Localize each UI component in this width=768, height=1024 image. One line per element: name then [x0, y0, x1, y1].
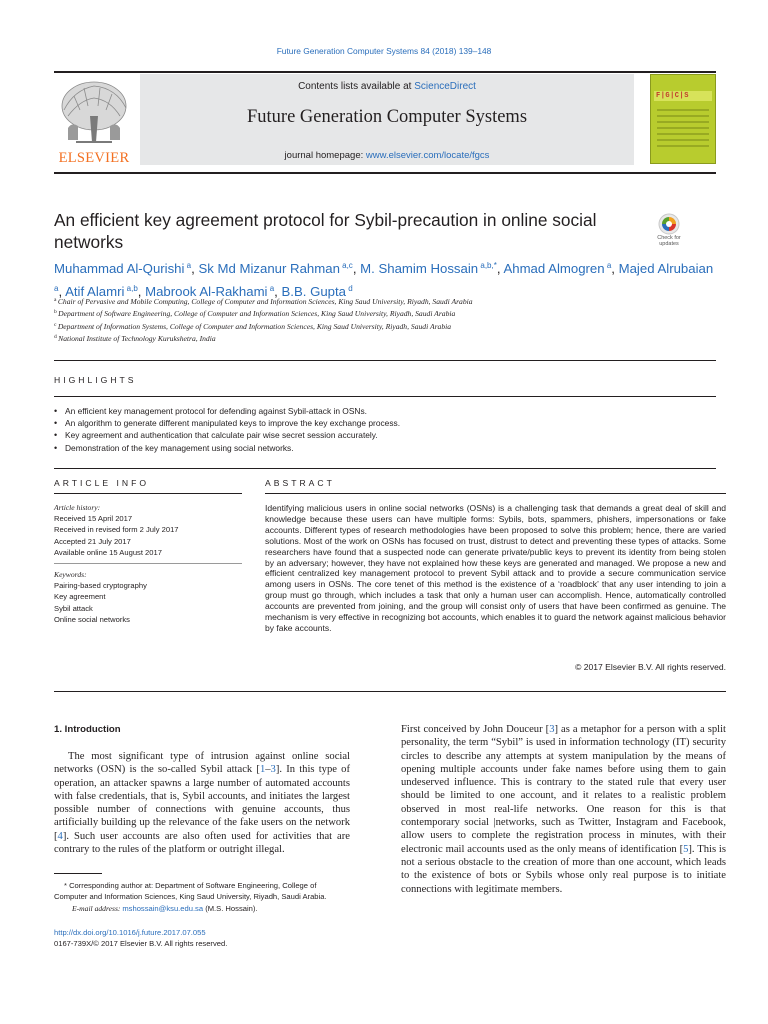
email-label: E-mail address: — [72, 904, 123, 913]
affiliation-item — [54, 295, 716, 307]
history-label: Article history: — [54, 503, 101, 512]
author-separator: , — [191, 261, 199, 276]
article-info-heading: ARTICLE INFO — [54, 478, 150, 488]
abstract-heading: ABSTRACT — [265, 478, 335, 488]
affiliation-list — [54, 295, 716, 344]
highlight-item: • An efficient key management protocol for defending against Sybil-attack in OSNs. — [54, 405, 716, 417]
affiliation-text: Department of Software Engineering, College of Computer and Information Sciences, King Saud University, Riyadh, Saudi Arabia — [58, 309, 456, 319]
author-affiliation-marker[interactable]: a — [604, 261, 612, 270]
author-separator: , — [137, 284, 146, 299]
reference-link[interactable]: 1 — [259, 764, 266, 776]
contents-line — [140, 81, 634, 92]
author-name[interactable]: Muhammad Al-Qurishi — [54, 261, 185, 276]
homepage-prefix: journal homepage: — [284, 150, 366, 161]
paragraph-text: First conceived by John Douceur [ — [401, 724, 550, 735]
affiliation-text: Department of Information Systems, College of Computer and Information Sciences, King Saud University, Riyadh, Saudi Arabia — [57, 321, 452, 331]
affiliation-item — [54, 320, 716, 332]
highlights-heading: HIGHLIGHTS — [54, 375, 137, 385]
contents-prefix: Contents lists available at — [298, 81, 415, 92]
author-affiliation-marker[interactable]: a — [267, 284, 275, 293]
keyword-item: Pairing-based cryptography — [54, 581, 147, 591]
author-name[interactable]: Majed Alrubaian — [618, 261, 714, 276]
reference-link[interactable]: 4 — [57, 830, 63, 842]
affiliation-item — [54, 332, 716, 344]
paragraph-text: The most significant type of intrusion against online social networks (OSN) is the so-called Sybil attack [ — [54, 751, 350, 776]
highlight-item: • Key agreement and authentication that calculate pair wise secret session accurately. — [54, 429, 716, 441]
author-affiliation-marker[interactable]: a — [184, 261, 192, 270]
journal-citation-link[interactable]: Future Generation Computer Systems 84 (2018) 139–148 — [276, 46, 492, 56]
affiliation-marker: b — [54, 309, 59, 316]
affiliation-marker: c — [54, 321, 58, 328]
check-updates-label: Check for updates — [657, 235, 681, 247]
publisher-wordmark: ELSEVIER — [58, 150, 130, 166]
affiliation-item — [54, 307, 716, 319]
reference-link[interactable]: 5 — [683, 843, 689, 855]
sciencedirect-link[interactable]: ScienceDirect — [414, 81, 476, 92]
paragraph-text: ]. Such user accounts are also often used for activities that are contrary to the rules of the platform or outright illegal. — [54, 830, 350, 856]
author-separator: , — [496, 261, 504, 276]
paragraph-text: ]. This is not a serious obstacle to the creation of more than one account, which leads to the existence of bots or Sybils whose only real purpose is to initiate connections with legitimate members. — [401, 843, 726, 895]
keyword-item: Sybil attack — [54, 603, 93, 613]
highlights-list — [54, 405, 716, 454]
cover-decoration — [657, 109, 709, 151]
affiliation-marker: a — [54, 297, 58, 303]
history-item: Received in revised form 2 July 2017 — [54, 525, 179, 535]
keywords — [54, 569, 244, 625]
paragraph-text: – — [265, 764, 271, 776]
paragraph-text: ]. In this type of operation, an attacker spawns a large number of automated accounts with false credentials, that is, Sybil accounts, and initiates the largest possible number of connections with genuine accounts, thus artificially building up the relevance of the fake users on the network [ — [54, 764, 351, 842]
highlight-item: • An algorithm to generate different manipulated keys to improve the key exchange process. — [54, 417, 716, 429]
author-separator: , — [274, 284, 282, 299]
affiliation-text: National Institute of Technology Kurukshetra, India — [58, 333, 216, 343]
author-affiliation-marker[interactable]: a — [54, 284, 59, 293]
section-divider — [54, 563, 242, 564]
affiliation-marker: d — [54, 333, 59, 340]
author-affiliation-marker[interactable]: d — [346, 284, 353, 293]
header-rule — [54, 71, 716, 73]
corresponding-author-note: * Corresponding author at: Department of Software Engineering, College of Computer and Information Sciences, King Saud University, Riyadh, Saudi Arabia. — [54, 881, 327, 902]
abstract-copyright: © 2017 Elsevier B.V. All rights reserved. — [575, 662, 726, 672]
history-item: Received 15 April 2017 — [54, 514, 133, 524]
author-name[interactable]: B.B. Gupta — [281, 284, 347, 299]
affiliation-text: Chair of Pervasive and Mobile Computing, College of Computer and Information Sciences, King Saud University, Riyadh, Saudi Arabia — [57, 297, 473, 306]
journal-cover-thumbnail[interactable] — [650, 74, 716, 164]
doi-link[interactable]: http://dx.doi.org/10.1016/j.future.2017.07.055 — [54, 928, 206, 937]
section-divider — [265, 493, 726, 494]
email-link[interactable]: mshossain@ksu.edu.sa — [122, 904, 204, 913]
introduction-column-1 — [54, 750, 350, 856]
footnote-rule — [54, 873, 102, 874]
journal-title: Future Generation Computer Systems — [246, 107, 528, 127]
article-history — [54, 502, 244, 558]
keyword-item: Online social networks — [54, 614, 130, 624]
article-title: An efficient key agreement protocol for Sybil-precaution in online social networks — [54, 210, 597, 252]
highlight-item: • Demonstration of the key management using social networks. — [54, 442, 716, 454]
author-name[interactable]: Atif Alamri — [65, 284, 125, 299]
author-affiliation-marker[interactable]: a,c — [339, 261, 353, 270]
history-item: Accepted 21 July 2017 — [54, 536, 131, 546]
section-divider — [54, 360, 716, 361]
journal-homepage-link[interactable]: www.elsevier.com/locate/fgcs — [365, 150, 490, 161]
introduction-column-2 — [401, 723, 726, 896]
author-affiliation-marker[interactable]: a,b — [124, 284, 138, 293]
elsevier-logo[interactable] — [54, 76, 134, 168]
header-rule — [54, 172, 716, 174]
author-separator: , — [58, 284, 66, 299]
section-divider — [54, 468, 716, 469]
check-updates-icon — [650, 212, 688, 236]
issn-line: 0167-739X/© 2017 Elsevier B.V. All rights reserved. — [54, 939, 228, 948]
author-affiliation-marker[interactable]: a,b,* — [478, 261, 497, 270]
author-name[interactable]: Mabrook Al-Rakhami — [145, 284, 268, 299]
keywords-label: Keywords: — [54, 570, 87, 579]
history-item: Available online 15 August 2017 — [54, 547, 162, 557]
section-divider — [54, 493, 242, 494]
abstract-text: Identifying malicious users in online social networks (OSNs) is a challenging task that demands a great deal of skill and knowledge because these users can have multiple forms: Sybils, bots, spammers, phishers, impersonations or fake accounts. Different types of research methodologies have been proposed to solve this problem; hence, there are varied solutions. Most of the work on OSNs has focused on trust, distrust to detect and preventing these types of attacks. Some researchers have found that a suspected node can generate private/public keys to prevent its identity from being stolen by an adversary; however, they have not explained how these keys are generated and managed. We propose a new and efficient centralized key management protocol to prevent Sybil attack and to provide a secure communication service among users in OSNs. The core tenet of this method is the existence of a ‘roadblock’ that any user intending to join a group must go through, which includes a task that only a human user can accomplish. Hence, automatically controlled accounts are prevented from joining, and the group will consist only of users that have been confirmed as genuine. The mechanism is very effective in recognizing bot accounts, which enables it to guard the network against malicious behavior by fake accounts. — [265, 503, 726, 633]
keyword-item: Key agreement — [54, 592, 106, 602]
author-separator: , — [352, 261, 361, 276]
author-name[interactable]: M. Shamim Hossain — [360, 261, 479, 276]
homepage-line — [140, 150, 634, 161]
author-separator: , — [611, 261, 619, 276]
author-name[interactable]: Ahmad Almogren — [503, 261, 605, 276]
author-name[interactable]: Sk Md Mizanur Rahman — [198, 261, 340, 276]
email-note — [72, 903, 352, 914]
reference-link[interactable]: 3 — [270, 764, 276, 776]
section-divider — [54, 691, 726, 692]
section-divider — [54, 396, 716, 397]
cover-title: F|G|C|S — [654, 91, 712, 101]
introduction-heading: 1. Introduction — [54, 724, 121, 735]
reference-link[interactable]: 3 — [549, 724, 555, 735]
email-suffix: (M.S. Hossain). — [203, 904, 258, 913]
journal-header-box — [140, 74, 634, 165]
paragraph-text: ] as a metaphor for a person with a split personality, the term “Sybil” is used in information technology (IT) security circles to describe any attempts at system manipulation by the means of opening multiple accounts under fake names before using them to gain undeserved influence. This is contrary to the stated rule that every user should be limited to one account, and it relates to a realistic problem observed in most real-life networks. One reason for this is that contemporary social |networks, such as Twitter, Instagram and Facebook, allow users to complete the registration process in minutes, with their electronic mail accounts used as the only means of identification [ — [401, 724, 726, 855]
